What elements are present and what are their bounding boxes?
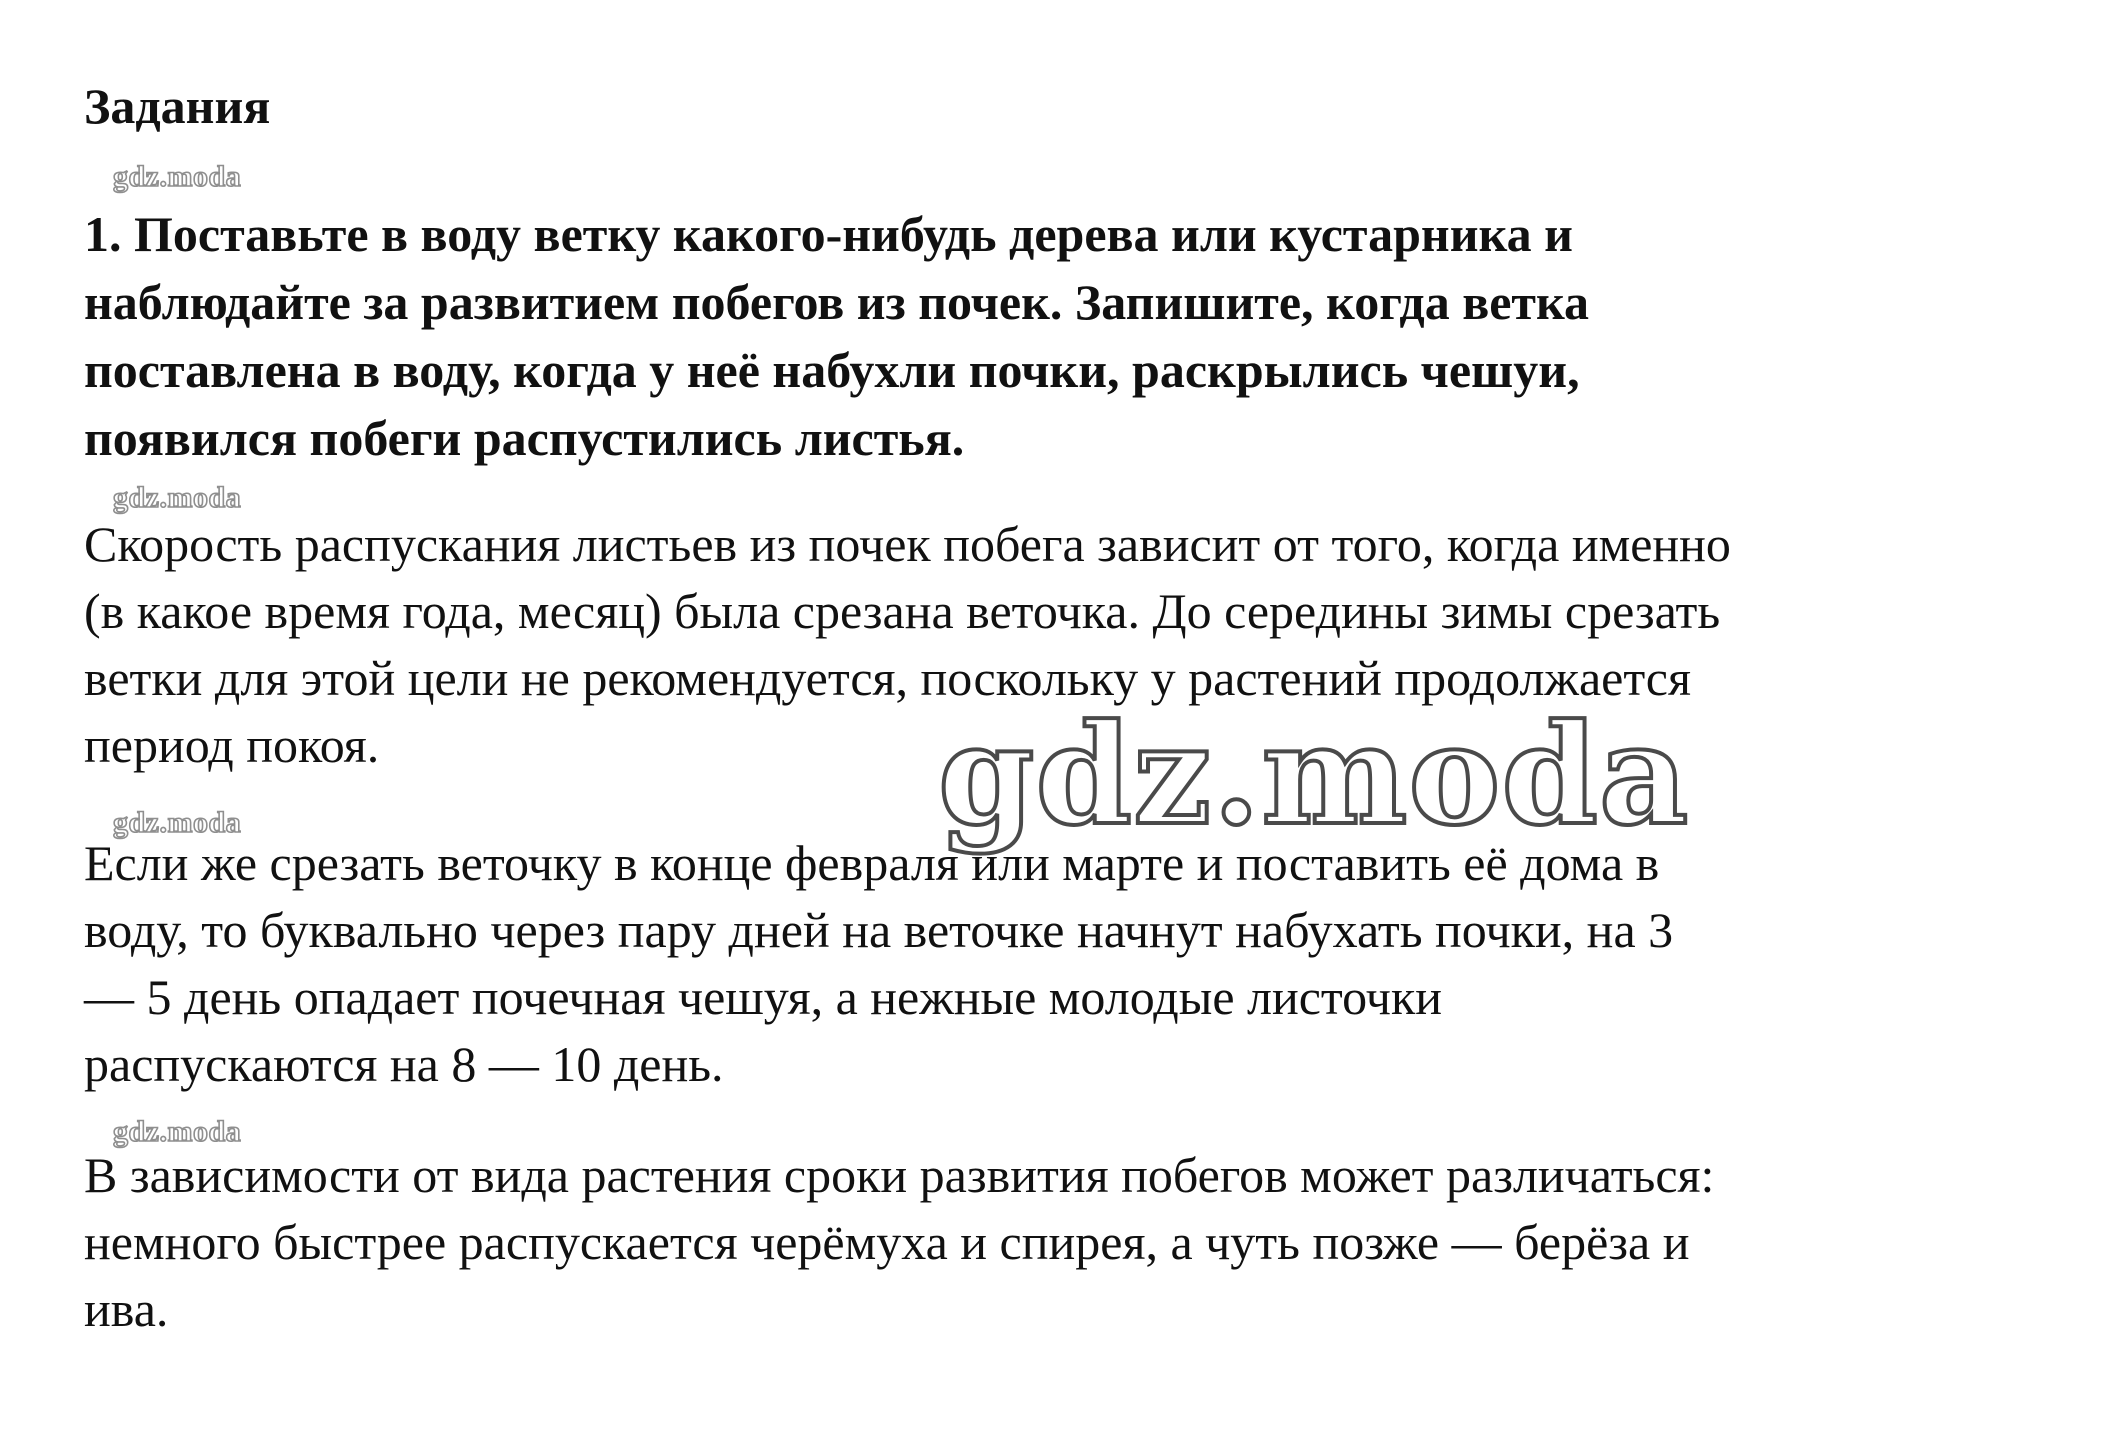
watermark-small: gdz.moda: [113, 806, 242, 839]
answer-paragraph-3: [84, 1142, 2084, 1343]
text-line: ветки для этой цели не рекомендуется, поскольку у растений продолжается: [84, 650, 1691, 706]
task-line: поставлена в воду, когда у неё набухли почки, раскрылись чешуи,: [84, 342, 1580, 398]
text-line: воду, то буквально через пару дней на веточке начнут набухать почки, на 3: [84, 902, 1674, 958]
task-line: появился побеги распустились листья.: [84, 410, 965, 466]
task-statement: [84, 200, 2064, 472]
task-line: наблюдайте за развитием побегов из почек. Запишите, когда ветка: [84, 274, 1590, 330]
text-line: (в какое время года, месяц) была срезана веточка. До середины зимы срезать: [84, 583, 1721, 639]
text-line: немного быстрее распускается черёмуха и спирея, а чуть позже — берёза и: [84, 1214, 1690, 1270]
text-line: Если же срезать веточку в конце февраля или марте и поставить её дома в: [84, 835, 1660, 891]
watermark-small: gdz.moda: [113, 1115, 242, 1148]
text-line: Скорость распускания листьев из почек побега зависит от того, когда именно: [84, 516, 1731, 572]
text-line: В зависимости от вида растения сроки развития побегов может различаться:: [84, 1147, 1715, 1203]
task-line: 1. Поставьте в воду ветку какого-нибудь дерева или кустарника и: [84, 206, 1573, 262]
text-line: ива.: [84, 1281, 169, 1337]
watermark-large: gdz.moda: [938, 693, 1690, 856]
section-heading: Задания: [84, 78, 271, 134]
text-line: распускаются на 8 — 10 день.: [84, 1036, 724, 1092]
answer-paragraph-2: [84, 830, 2084, 1098]
watermark-small: gdz.moda: [113, 160, 242, 193]
text-line: — 5 день опадает почечная чешуя, а нежные молодые листочки: [84, 969, 1443, 1025]
text-line: период покоя.: [84, 717, 380, 773]
watermark-small: gdz.moda: [113, 481, 242, 514]
